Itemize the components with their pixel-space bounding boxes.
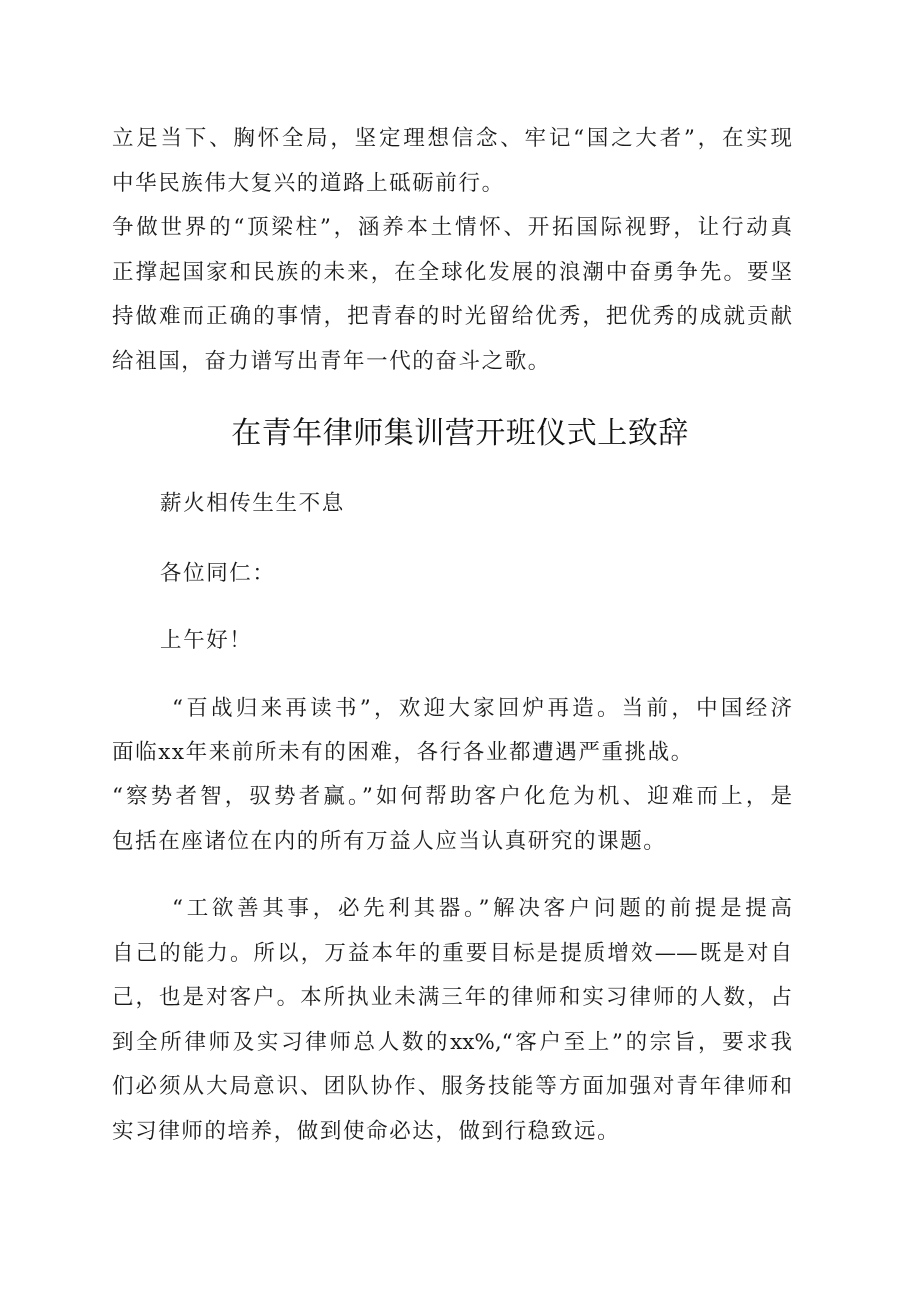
paragraph-line: 己，也是对客户。本所执业未满三年的律师和实习律师的人数，占	[112, 985, 792, 1010]
salutation: 各位同仁：	[160, 561, 276, 586]
paragraph-line: 面临xx年来前所未有的困难，各行各业都遭遇严重挑战。	[112, 740, 694, 765]
paragraph-line: 给祖国，奋力谱写出青年一代的奋斗之歌。	[112, 349, 551, 374]
paragraph-line: 包括在座诸位在内的所有万益人应当认真研究的课题。	[112, 829, 667, 854]
paragraph-line: 争做世界的“顶梁柱”，涵养本土情怀、开拓国际视野，让行动真	[112, 215, 792, 240]
paragraph-line: 中华民族伟大复兴的道路上砥砺前行。	[112, 171, 505, 196]
paragraph-line: 正撑起国家和民族的未来，在全球化发展的浪潮中奋勇争先。要坚	[112, 260, 792, 285]
speech-subtitle: 薪火相传生生不息	[160, 491, 345, 516]
paragraph-line: 持做难而正确的事情，把青春的时光留给优秀，把优秀的成就贡献	[112, 304, 792, 329]
speech-title: 在青年律师集训营开班仪式上致辞	[231, 416, 689, 451]
paragraph-line: “工欲善其事，必先利其器。”解决客户问题的前提是提高	[172, 896, 792, 921]
paragraph-line: 自己的能力。所以，万益本年的重要目标是提质增效——既是对自	[112, 941, 792, 966]
paragraph-line: 立足当下、胸怀全局，坚定理想信念、牢记“国之大者”，在实现	[112, 126, 792, 151]
paragraph-line: “察势者智，驭势者赢。”如何帮助客户化危为机、迎难而上，是	[112, 784, 792, 809]
paragraph-line: 实习律师的培养，做到使命必达，做到行稳致远。	[112, 1119, 621, 1144]
paragraph-line: 到全所律师及实习律师总人数的xx%,“客户至上”的宗旨，要求我	[112, 1030, 792, 1055]
greeting: 上午好！	[160, 628, 253, 653]
paragraph-line: “百战归来再读书”，欢迎大家回炉再造。当前，中国经济	[172, 696, 792, 721]
paragraph-line: 们必须从大局意识、团队协作、服务技能等方面加强对青年律师和	[112, 1074, 792, 1099]
